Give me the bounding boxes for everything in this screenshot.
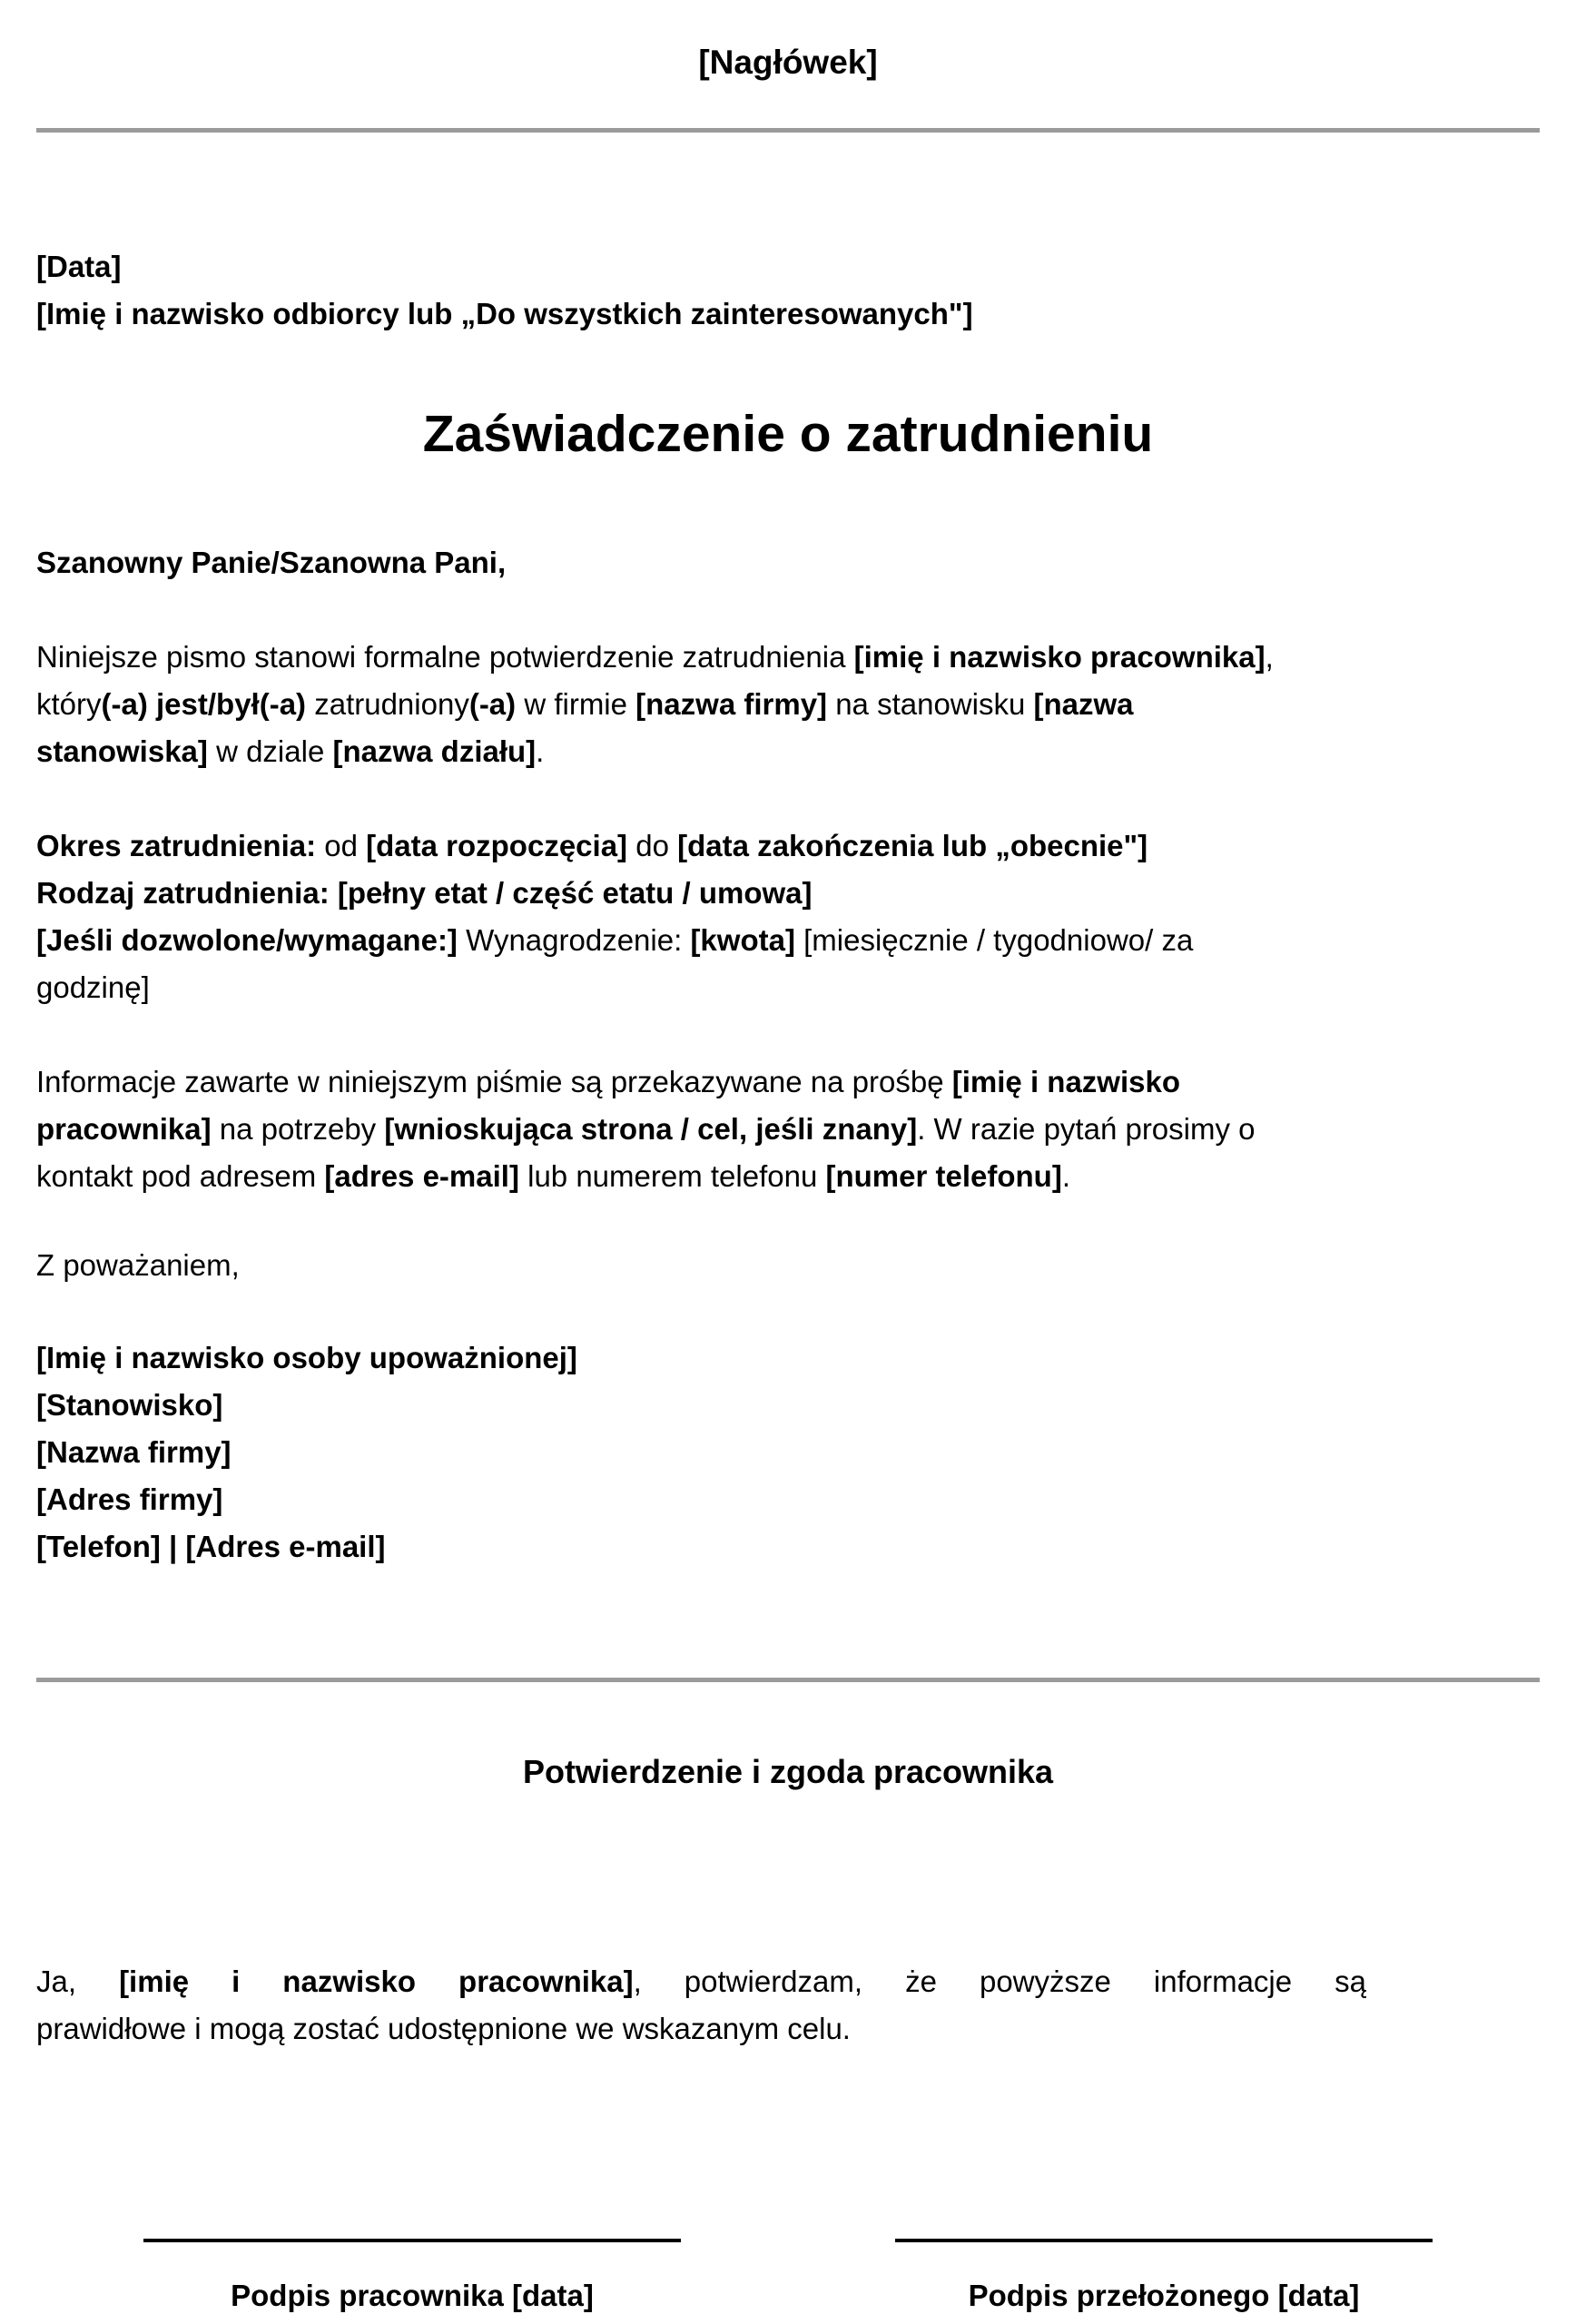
text-run: od: [316, 829, 367, 862]
text-run: [Adres firmy]: [36, 1482, 223, 1516]
document-title: Zaświadczenie o zatrudnieniu: [422, 405, 1154, 463]
employee-signature-line: [143, 2239, 681, 2242]
text-run: . W razie pytań prosimy o: [917, 1112, 1256, 1146]
text-run: [numer telefonu]: [825, 1159, 1062, 1193]
text-run: ,: [1265, 640, 1274, 674]
text-line: [36, 917, 1540, 964]
text-run: który: [36, 687, 102, 721]
text-line: [36, 964, 1540, 1011]
salutation: [36, 539, 1540, 586]
text-run: Wynagrodzenie:: [457, 923, 691, 957]
date-recipient-block: [36, 243, 1540, 338]
text-run: Szanowny Panie/Szanowna Pani,: [36, 546, 507, 579]
text-run: w firmie: [516, 687, 636, 721]
text-run: Rodzaj zatrudnienia: [pełny etat / część etatu / umowa]: [36, 876, 813, 910]
text-line: [36, 1382, 1540, 1429]
text-run: [nazwa działu]: [332, 734, 537, 768]
supervisor-signature-line: [895, 2239, 1433, 2242]
supervisor-signature-label: Podpis przełożonego [data]: [968, 2279, 1360, 2312]
text-run: [imię i nazwisko pracownika]: [119, 1965, 634, 1998]
text-line: [36, 1153, 1540, 1200]
text-run: (-a) jest/był(-a): [101, 687, 307, 721]
text-run: pracownika]: [36, 1112, 212, 1146]
text-run: [Stanowisko]: [36, 1388, 223, 1422]
text-line: [36, 539, 1540, 586]
text-line: [36, 1958, 1366, 2005]
text-run: Ja,: [36, 1965, 120, 1998]
text-run: lub numerem telefonu: [518, 1159, 826, 1193]
text-run: [Imię i nazwisko odbiorcy lub „Do wszystkich zainteresowanych"]: [36, 297, 973, 330]
text-line: [36, 1242, 1540, 1289]
text-line: [36, 243, 1540, 290]
employee-signature-label: Podpis pracownika [data]: [231, 2279, 594, 2312]
text-run: Z poważaniem,: [36, 1248, 240, 1282]
text-run: na potrzeby: [211, 1112, 385, 1146]
text-run: w dziale: [207, 734, 333, 768]
text-run: [imię i nazwisko: [951, 1065, 1181, 1098]
text-run: zatrudniony: [306, 687, 469, 721]
text-run: [Jeśli dozwolone/wymagane:]: [36, 923, 458, 957]
section-divider: [36, 1678, 1540, 1682]
text-run: [data zakończenia lub „obecnie"]: [677, 829, 1148, 862]
text-line: [36, 1106, 1540, 1153]
top-divider: [36, 128, 1540, 133]
text-run: [imię i nazwisko pracownika]: [853, 640, 1266, 674]
text-run: (-a): [468, 687, 517, 721]
text-run: [data rozpoczęcia]: [366, 829, 628, 862]
sender-signature-block: [36, 1334, 1540, 1571]
closing-phrase: [36, 1242, 1540, 1289]
text-run: [nazwa firmy]: [635, 687, 828, 721]
text-line: [36, 728, 1540, 775]
text-run: [kwota]: [690, 923, 795, 957]
text-run: .: [1061, 1159, 1070, 1193]
text-run: [Nazwa firmy]: [36, 1435, 231, 1469]
text-line: [36, 1059, 1540, 1106]
text-run: do: [627, 829, 678, 862]
employee-signature: [36, 2239, 788, 2319]
text-line: [36, 2005, 1366, 2053]
text-run: [Telefon] | [Adres e-mail]: [36, 1530, 386, 1563]
text-run: .: [536, 734, 545, 768]
text-run: Okres zatrudnienia:: [36, 829, 317, 862]
text-line: [36, 870, 1540, 917]
text-run: [nazwa: [1033, 687, 1134, 721]
text-run: stanowiska]: [36, 734, 208, 768]
text-run: kontakt pod adresem: [36, 1159, 325, 1193]
text-run: Informacje zawarte w niniejszym piśmie są przekazywane na prośbę: [36, 1065, 952, 1098]
text-run: [Data]: [36, 250, 122, 283]
text-run: na stanowisku: [827, 687, 1034, 721]
consent-paragraph: [36, 1958, 1366, 2053]
text-run: [wnioskująca strona / cel, jeśli znany]: [384, 1112, 918, 1146]
text-line: [36, 1523, 1540, 1571]
text-run: [miesięcznie / tygodniowo/ za: [794, 923, 1194, 957]
text-line: [36, 1429, 1540, 1476]
signature-area: [36, 2239, 1540, 2319]
text-run: [Imię i nazwisko osoby upoważnionej]: [36, 1341, 577, 1374]
letterhead-placeholder: [Nagłówek]: [698, 44, 878, 81]
text-line: [36, 1334, 1540, 1382]
text-line: [36, 634, 1540, 681]
text-run: [adres e-mail]: [324, 1159, 519, 1193]
text-run: , potwierdzam, że powyższe informacje są: [633, 1965, 1366, 1998]
text-line: [36, 681, 1540, 728]
paragraph-request-info: [36, 1059, 1540, 1200]
consent-section-heading: Potwierdzenie i zgoda pracownika: [522, 1753, 1054, 1790]
text-line: [36, 290, 1540, 338]
paragraph-employment-confirmation: [36, 634, 1540, 775]
text-line: [36, 822, 1540, 870]
text-run: Niniejsze pismo stanowi formalne potwierdzenie zatrudnienia: [36, 640, 854, 674]
text-run: godzinę]: [36, 970, 150, 1004]
supervisor-signature: [788, 2239, 1540, 2319]
text-line: [36, 1476, 1540, 1523]
text-run: prawidłowe i mogą zostać udostępnione we wskazanym celu.: [36, 2012, 851, 2045]
paragraph-employment-details: [36, 822, 1540, 1011]
